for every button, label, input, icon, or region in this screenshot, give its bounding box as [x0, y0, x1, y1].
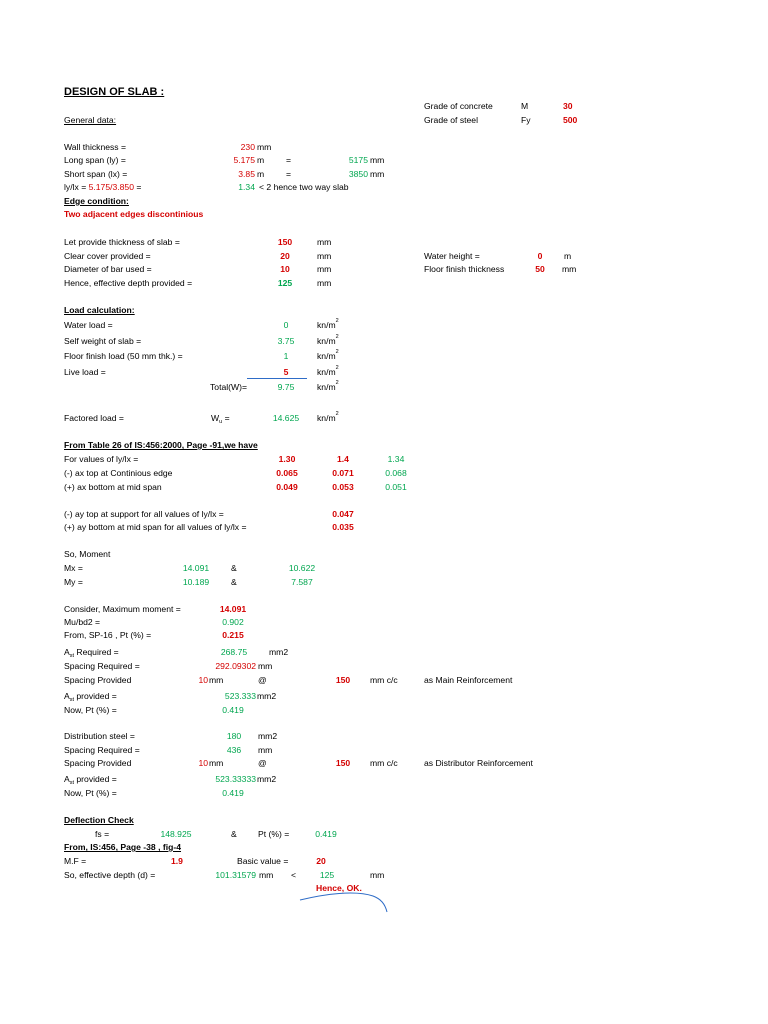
ly-lx-values-label: For values of ly/lx =	[64, 454, 139, 464]
dist-spacing-bar-dia: 10	[198, 758, 208, 768]
ay-bottom-label: (+) ay bottom at mid span for all values of ly/lx =	[64, 522, 247, 532]
water-height-value: 0	[537, 251, 543, 261]
ratio-label: ly/lx = 5.175/3.850 =	[64, 182, 142, 192]
ast-required-value: 268.75	[220, 647, 248, 657]
ax-bottom-col1: 0.049	[276, 482, 298, 492]
mu-bd2-value: 0.902	[222, 617, 244, 627]
basic-value-label: Basic value =	[237, 856, 289, 866]
distributor-reinforcement-note: as Distributor Reinforcement	[424, 758, 533, 768]
ly-lx-col3: 1.34	[387, 454, 405, 464]
concrete-grade-label: Grade of concrete	[424, 101, 493, 111]
ly-lx-col1: 1.30	[278, 454, 296, 464]
deflection-pt-value: 0.419	[315, 829, 337, 839]
total-load-value: 9.75	[277, 382, 295, 392]
clear-cover-value: 20	[280, 251, 290, 261]
concrete-grade-value: 30	[563, 101, 573, 111]
now-pt-value: 0.419	[222, 705, 244, 715]
spacing-required-label: Spacing Required =	[64, 661, 140, 671]
fs-value: 148.925	[160, 829, 192, 839]
my-value-1: 10.189	[182, 577, 210, 587]
bar-diameter-label: Diameter of bar used =	[64, 264, 152, 274]
dist-ast-provided-unit: mm2	[257, 774, 277, 784]
water-load-label: Water load =	[64, 320, 113, 330]
effective-depth-provided-value: 125	[319, 870, 335, 880]
dist-ast-provided-label: $A_{st}$ provided =	[64, 774, 117, 786]
ax-top-col3: 0.068	[385, 468, 407, 478]
wall-thickness-label: Wall thickness =	[64, 142, 127, 152]
short-span-unit: m	[257, 169, 265, 179]
effective-depth-unit: mm	[317, 278, 332, 288]
dist-now-pt-label: Now, Pt (%) =	[64, 788, 117, 798]
short-span-equals: =	[286, 169, 292, 179]
floor-finish-load-value: 1	[283, 351, 289, 361]
pt-sp16-value: 0.215	[222, 630, 244, 640]
floor-finish-load-label: Floor finish load (50 mm thk.) =	[64, 351, 183, 361]
deflection-ampersand: &	[231, 829, 237, 839]
distribution-steel-unit: mm2	[258, 731, 278, 741]
dist-spacing-required-value: 436	[226, 745, 242, 755]
total-load-label: Total(W)=	[210, 382, 248, 392]
slab-thickness-unit: mm	[317, 237, 332, 247]
less-than-symbol: <	[291, 870, 297, 880]
spacing-provided-label: Spacing Provided	[64, 675, 132, 685]
mx-value-2: 10.622	[288, 563, 316, 573]
total-load-unit: $kn/m^2$	[317, 380, 339, 392]
ly-lx-col2: 1.4	[337, 454, 349, 464]
dist-spacing-provided-label: Spacing Provided	[64, 758, 132, 768]
my-ampersand: &	[231, 577, 237, 587]
concrete-grade-symbol: M	[521, 101, 529, 111]
short-span-label: Short span (lx) =	[64, 169, 128, 179]
wall-thickness-unit: mm	[257, 142, 272, 152]
long-span-label: Long span (ly) =	[64, 155, 126, 165]
ay-top-label: (-) ay top at support for all values of ly/lx =	[64, 509, 224, 519]
distribution-steel-value: 180	[226, 731, 242, 741]
effective-depth-provided-unit: mm	[370, 870, 385, 880]
max-moment-label: Consider, Maximum moment =	[64, 604, 181, 614]
hand-drawn-curve	[295, 888, 395, 916]
spacing-at-symbol: @	[258, 675, 267, 685]
steel-grade-symbol: Fy	[521, 115, 531, 125]
ax-top-col2: 0.071	[332, 468, 354, 478]
ratio-value: 1.34	[238, 182, 255, 192]
mx-value-1: 14.091	[182, 563, 210, 573]
ast-provided-unit: mm2	[257, 691, 277, 701]
long-span-value: 5.175	[233, 155, 255, 165]
clear-cover-unit: mm	[317, 251, 332, 261]
spacing-provided-value: 150	[335, 675, 351, 685]
long-span-unit: m	[257, 155, 265, 165]
mx-ampersand: &	[231, 563, 237, 573]
dist-now-pt-value: 0.419	[222, 788, 244, 798]
spacing-provided-unit: mm c/c	[370, 675, 398, 685]
dist-spacing-bar-dia-unit: mm	[209, 758, 224, 768]
bar-diameter-unit: mm	[317, 264, 332, 274]
live-load-label: Live load =	[64, 367, 106, 377]
steel-grade-label: Grade of steel	[424, 115, 478, 125]
is456-fig4-reference: From, IS:456, Page -38 , fig-4	[64, 842, 182, 852]
floor-finish-value: 50	[535, 264, 545, 274]
deflection-pt-label: Pt (%) =	[258, 829, 290, 839]
effective-depth-check-value: 101.31579	[215, 870, 256, 880]
mu-bd2-label: Mu/bd2 =	[64, 617, 101, 627]
ax-bottom-col2: 0.053	[332, 482, 354, 492]
slab-thickness-value: 150	[277, 237, 293, 247]
self-weight-value: 3.75	[277, 336, 295, 346]
hence-ok-result: Hence, OK.	[316, 883, 362, 893]
main-reinforcement-note: as Main Reinforcement	[424, 675, 513, 685]
floor-finish-unit: mm	[562, 264, 577, 274]
total-underline	[247, 378, 307, 379]
water-load-unit: $kn/m^2$	[317, 318, 339, 330]
table26-heading: From Table 26 of IS:456:2000, Page -91,we have	[64, 440, 258, 450]
live-load-value: 5	[283, 367, 289, 377]
spacing-required-unit: mm	[258, 661, 273, 671]
ast-required-label: $A_{st}$ Required =	[64, 647, 119, 659]
mx-label: Mx =	[64, 563, 83, 573]
wall-thickness-value: 230	[240, 142, 255, 152]
now-pt-label: Now, Pt (%) =	[64, 705, 117, 715]
max-moment-value: 14.091	[219, 604, 247, 614]
ast-required-unit: mm2	[269, 647, 289, 657]
fs-label: fs =	[95, 829, 110, 839]
ax-bottom-col3: 0.051	[385, 482, 407, 492]
edge-condition-heading: Edge condition:	[64, 196, 129, 206]
distribution-steel-label: Distribution steel =	[64, 731, 135, 741]
ast-provided-value: 523.333	[224, 691, 256, 701]
short-span-mm-unit: mm	[370, 169, 385, 179]
water-height-label: Water height =	[424, 251, 480, 261]
floor-finish-label: Floor finish thickness	[424, 264, 505, 274]
basic-value: 20	[316, 856, 326, 866]
effective-depth-check-label: So, effective depth (d) =	[64, 870, 156, 880]
moment-heading: So, Moment	[64, 549, 111, 559]
live-load-unit: $kn/m^2$	[317, 365, 339, 377]
dist-spacing-required-label: Spacing Required =	[64, 745, 140, 755]
mf-label: M.F =	[64, 856, 87, 866]
short-span-mm-value: 3850	[348, 169, 368, 179]
effective-depth-value: 125	[277, 278, 293, 288]
water-load-value: 0	[283, 320, 289, 330]
steel-grade-value: 500	[563, 115, 578, 125]
spacing-required-value: 292.09302	[215, 661, 256, 671]
dist-spacing-at-symbol: @	[258, 758, 267, 768]
water-height-unit: m	[564, 251, 572, 261]
slab-thickness-label: Let provide thickness of slab =	[64, 237, 180, 247]
spacing-bar-dia-unit: mm	[209, 675, 224, 685]
clear-cover-label: Clear cover provided =	[64, 251, 151, 261]
long-span-mm-value: 5175	[348, 155, 368, 165]
general-data-heading: General data:	[64, 115, 117, 125]
mf-value: 1.9	[171, 856, 183, 866]
long-span-mm-unit: mm	[370, 155, 385, 165]
my-value-2: 7.587	[291, 577, 313, 587]
long-span-equals: =	[286, 155, 292, 165]
dist-spacing-provided-value: 150	[335, 758, 351, 768]
dist-spacing-required-unit: mm	[258, 745, 273, 755]
ratio-conclusion: < 2 hence two way slab	[259, 182, 349, 192]
short-span-value: 3.85	[238, 169, 255, 179]
ax-top-col1: 0.065	[276, 468, 298, 478]
effective-depth-label: Hence, effective depth provided =	[64, 278, 193, 288]
ax-top-label: (-) ax top at Continious edge	[64, 468, 173, 478]
self-weight-label: Self weight of slab =	[64, 336, 142, 346]
dist-spacing-provided-unit: mm c/c	[370, 758, 398, 768]
factored-load-value: 14.625	[272, 413, 300, 423]
factored-load-symbol: $W_u$ =	[211, 413, 230, 425]
load-calculation-heading: Load calculation:	[64, 305, 135, 315]
deflection-heading: Deflection Check	[64, 815, 134, 825]
pt-sp16-label: From, SP-16 , Pt (%) =	[64, 630, 152, 640]
ast-provided-label: $A_{st}$ provided =	[64, 691, 117, 703]
page-title: DESIGN OF SLAB :	[64, 86, 165, 98]
floor-finish-load-unit: $kn/m^2$	[317, 349, 339, 361]
factored-load-label: Factored load =	[64, 413, 124, 423]
my-label: My =	[64, 577, 83, 587]
self-weight-unit: $kn/m^2$	[317, 334, 339, 346]
ay-bottom-value: 0.035	[332, 522, 354, 532]
spacing-bar-dia: 10	[198, 675, 208, 685]
effective-depth-check-unit: mm	[259, 870, 274, 880]
ax-bottom-label: (+) ax bottom at mid span	[64, 482, 162, 492]
bar-diameter-value: 10	[280, 264, 290, 274]
ay-top-value: 0.047	[332, 509, 354, 519]
edge-condition-value: Two adjacent edges discontinious	[64, 209, 204, 219]
dist-ast-provided-value: 523.33333	[215, 774, 256, 784]
factored-load-unit: $kn/m^2$	[317, 411, 339, 423]
